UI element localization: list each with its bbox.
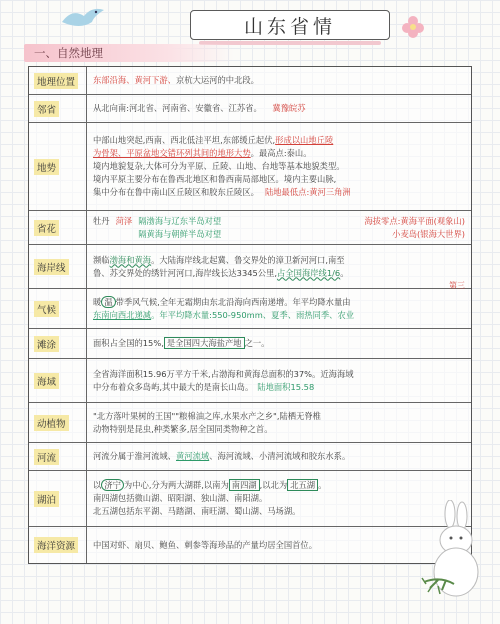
location-highlight: 东部沿海、黄河下游、 [93,75,176,86]
row-label: 地势 [34,159,59,175]
table-row: 海域 全省海洋面积15.96万平方千米,占渤海和黄海总面积的37%。近海海域 中分布着众多岛屿,其中最大的是南长山岛。 陆地面积15.58 [29,359,471,403]
row-label: 省花 [34,220,59,236]
table-row [29,95,471,123]
climate-note: 。年平均降水量:550-950mm、夏季、雨热同季、农业 [151,309,355,320]
row-label: 地理位置 [34,73,78,89]
location-text: 京杭大运河的中北段。 [175,75,259,86]
table-row [29,527,471,563]
row-label: 海岸线 [34,259,69,275]
table-row: 海岸线 濒临渤海和黄海。大陆海岸线北起冀、鲁交界处的漳卫新河河口,南至 鲁、苏交界处的绣针河河口,海岸线长达3345公里,占全国海岸线1/6。 第三 [29,245,471,289]
table-row: 滩涂 面积占全国的15%, 是全国四大海盐产地 之一。 [29,329,471,359]
row-label: 湖泊 [34,491,59,507]
marine-text: 中国对虾、扇贝、鲍鱼、刺参等海珍品的产量均居全国首位。 [93,539,318,550]
row-label: 气候 [34,301,59,317]
climate-highlight: 东南向西北递减 [93,309,152,320]
terrain-highlight: 形成以山地丘陵 [275,135,334,146]
altitude-note-2: 小麦岛(银海大世界) [392,228,465,239]
info-table [28,66,472,564]
south-lakes: 南四湖 [229,479,260,491]
land-area-note: 陆地面积15.58 [257,381,315,392]
lowest-point-note: 陆地最低点:黄河三角洲 [264,186,351,197]
table-row: 河流 河流分属于淮河流域、黄河流域、海河流域、小清河流域和胶东水系。 [29,443,471,471]
row-label: 滩涂 [34,336,59,352]
flower-city: 菏泽 [115,215,133,226]
bird-icon [58,4,108,34]
neighbors-note: 冀豫皖苏 [272,103,306,114]
north-lakes: 北五湖 [287,479,318,491]
river-highlight: 黄河流域 [175,451,210,462]
coast-rank-note: 第三 [449,280,465,290]
row-label: 海域 [34,373,59,389]
terrain-highlight: 为骨架、平原盆地交错环列其间的地形大势 [93,148,251,159]
page-title: 山东省情 [190,10,390,40]
sea-note-2: 隔黄海与朝鲜半岛对望 [138,228,222,239]
province-flower: 牡丹 [93,215,110,226]
altitude-note-1: 海拔零点:黄海平面(观象山) [364,215,465,226]
sea-note-1: 隔渤海与辽东半岛对望 [138,215,222,226]
table-row: 动植物 "北方落叶果树的王国""粮棉油之库,水果水产之乡",陆栖无脊椎 动物特别是昆虫,种类繁多,居全国同类物种之首。 [29,403,471,443]
salt-highlight: 是全国四大海盐产地 [164,337,245,349]
table-row: 湖泊 以 济宁 为中心,分为两大湖群,以南为 南四湖 ,以北为 北五湖 。 南四湖包括微山湖、昭阳湖、独山湖、南阳湖。 北五湖包括东平湖、马踏湖、南旺湖、蜀山湖、马场湖。 [29,471,471,527]
table-row [29,67,471,95]
coast-share: 占全国海岸线1/6 [277,267,341,278]
row-label: 动植物 [34,415,69,431]
section-heading: 一、自然地理 [24,44,234,62]
climate-mark: 温 [101,296,115,308]
rabbit-icon [420,500,490,610]
coast-seas: 渤海和黄海 [109,254,152,265]
row-label: 邻省 [34,101,59,117]
table-row: 气候 暖 温 带季风气候,全年无霜期由东北沿海向西南递增。年平均降水量由 东南向西北递减。年平均降水量:550-950mm、夏季、雨热同季、农业 [29,289,471,329]
row-label: 海洋资源 [34,537,78,553]
table-row [29,211,471,245]
flower-icon [400,14,426,40]
neighbors-text: 从北向南:河北省、河南省、安徽省、江苏省。 [93,103,262,114]
lake-center: 济宁 [101,479,124,491]
row-label: 河流 [34,449,59,465]
table-row: 地势 中部山地突起,西南、西北低洼平坦,东部缓丘起伏,形成以山地丘陵 为骨架、平原盆地交错环列其间的地形大势。最高点:泰山。 境内地貌复杂,大体可分为平原、丘陵、山地、台地等基本地貌类型。 境内平原主要分布在鲁西北地区和鲁西南局部地区。境内主要山脉, 集中分布在鲁中南山区丘陵区和胶东丘陵区。 陆地最低点:黄河三角洲 [29,123,471,211]
